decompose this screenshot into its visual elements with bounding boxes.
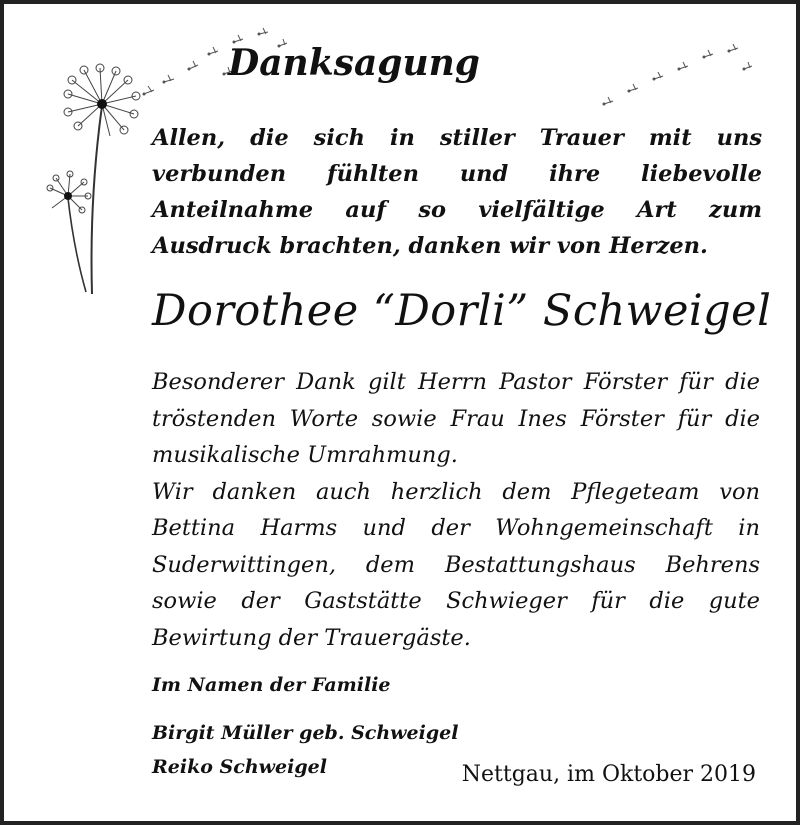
signatory: Reiko Schweigel [152,756,327,778]
heading [4,42,800,84]
thanks-paragraph: Wir danken auch herzlich dem Pflegeteam von Bettina Harms und der Wohngemeinschaft in Suderwittingen, dem Bestattungshaus Behrens sowie der Gaststätte Schwieger für die gute Bewirtung der Trauergäste. [152,478,760,651]
deceased-name: Dorothee “Dorli” Schweigel [152,286,772,336]
thanks-text [152,364,760,656]
place-date: Nettgau, im Oktober 2019 [461,762,756,787]
signatories [152,716,458,784]
intro-text: Allen, die sich in stiller Trauer mit uns verbunden fühlten und ihre liebevolle Anteilnahme auf so vielfältige Art zum Ausdruck brachten, danken wir von Herzen. [152,125,762,259]
closing-line: Im Namen der Familie [152,674,391,696]
signatory: Birgit Müller geb. Schweigel [152,722,459,744]
heading-text: Danksagung [228,42,480,84]
thanks-paragraph: Besonderer Dank gilt Herrn Pastor Förster für die tröstenden Worte sowie Frau Ines Förster für die musikalische Umrahmung. [152,369,760,468]
